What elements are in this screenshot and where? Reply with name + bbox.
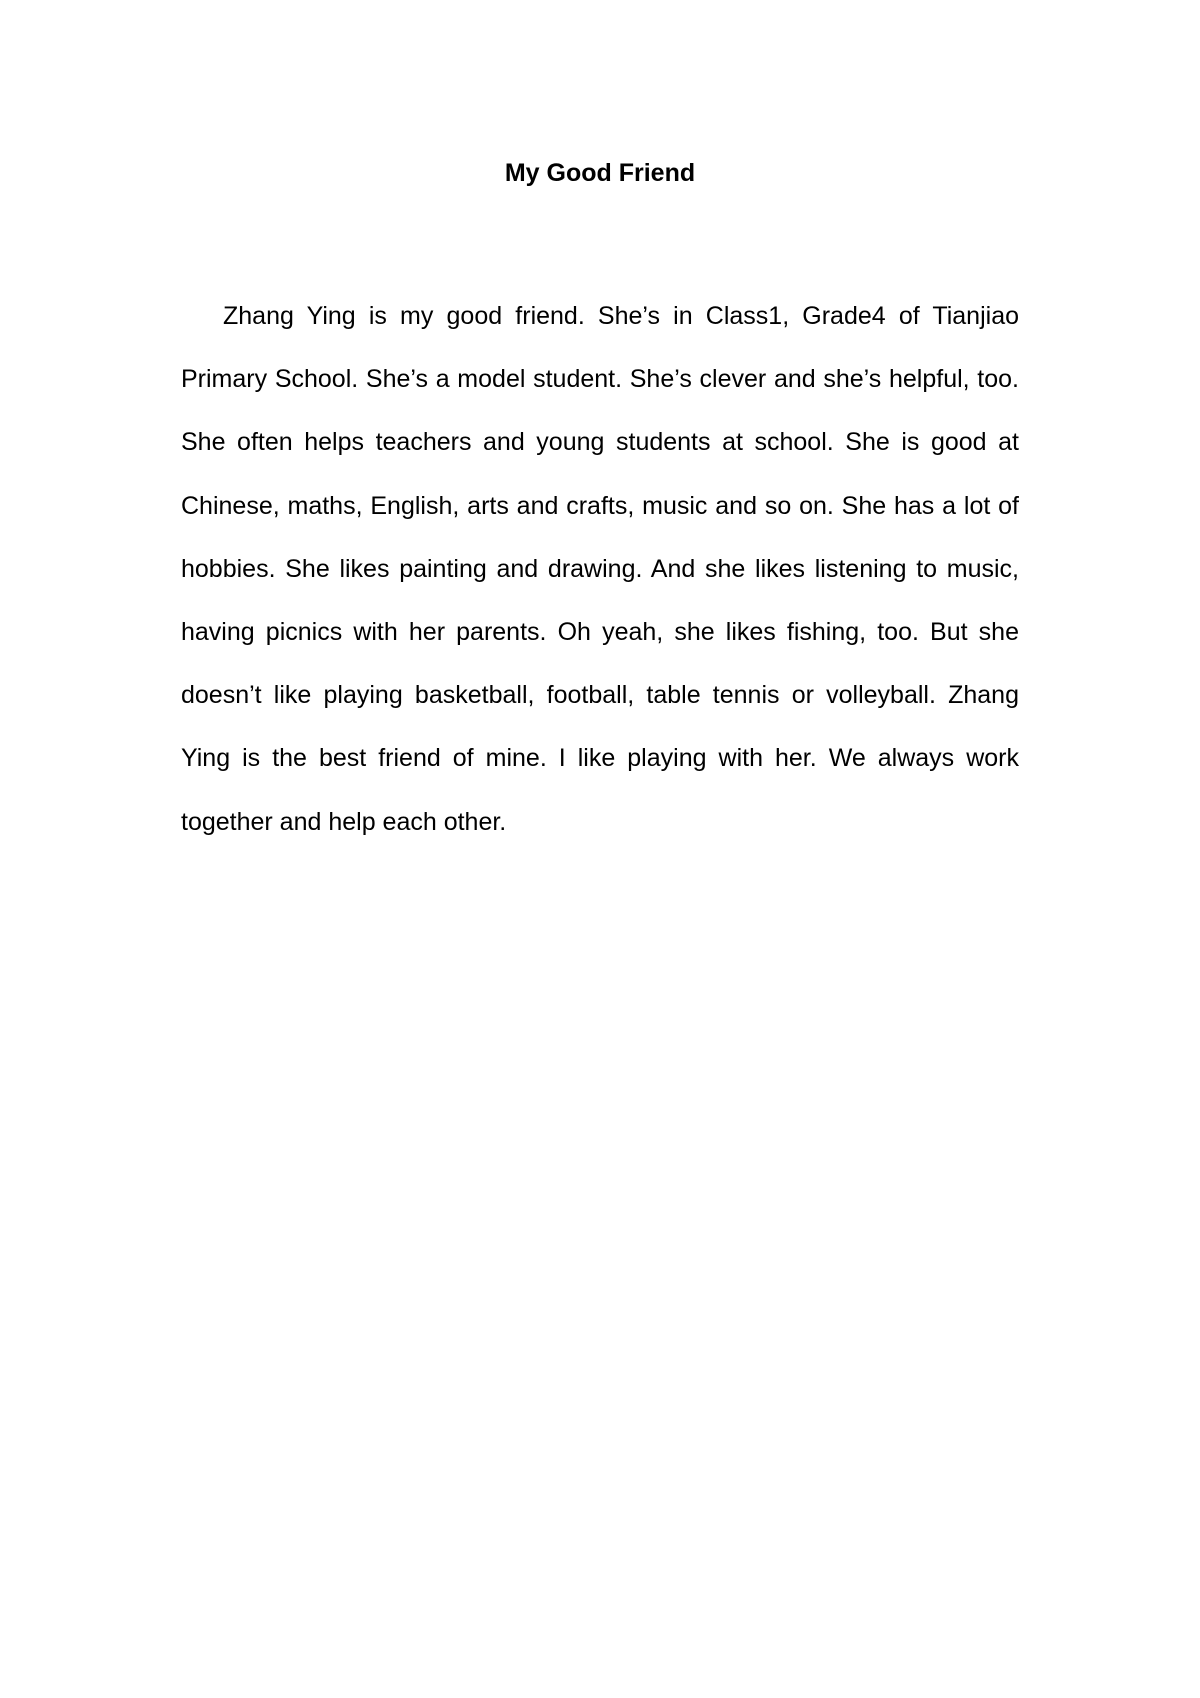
document-title: My Good Friend	[504, 159, 696, 187]
body-paragraph: Zhang Ying is my good friend. She’s in Class1, Grade4 of Tianjiao Primary School. She’s a model student. She’s clever and she’s helpful, too. She often helps teachers and young students at school. She is good at Chinese, maths, English, arts and crafts, music and so on. She has a lot of hobbies. She likes painting and drawing. And she likes listening to music, having picnics with her parents. Oh yeah, she likes fishing, too. But she doesn’t like playing basketball, football, table tennis or volleyball. Zhang Ying is the best friend of mine. I like playing with her. We always work together and help each other.	[181, 302, 1019, 836]
